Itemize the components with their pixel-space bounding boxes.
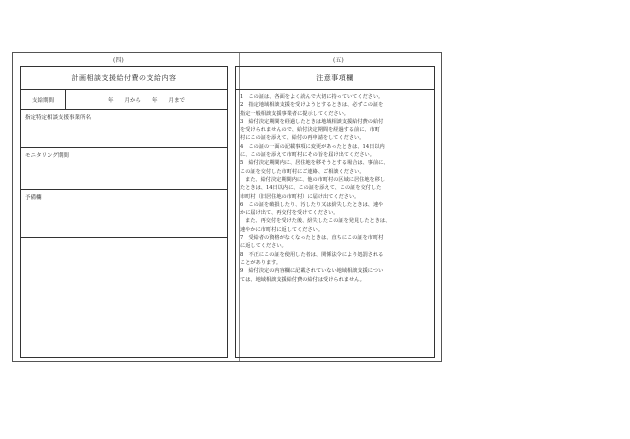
note-line: この証を交付した市町村にご連絡、ご相談ください。 [240, 168, 365, 175]
note-line: また、再交付を受けた後、紛失したこの証を発見したときは、 [245, 218, 391, 225]
note-line: に、この証を添えて市町村にその旨を届け出てください。 [240, 152, 375, 159]
left-page-number: (四) [113, 57, 124, 64]
note-line: 4 この証の一面の記載事項に変更があったときは、14日以内 [240, 143, 385, 150]
note-line: 3 給付決定期間を経過したときは地域相談支援給付費の給付 [240, 118, 384, 125]
remarks-row [21, 190, 227, 238]
note-line: 6 この証を破損したり、汚したり又は紛失したときは、速や [240, 201, 384, 208]
notes-title: 注意事項欄 [236, 67, 434, 90]
provider-name-label: 指定特定相談支援事業所名 [25, 115, 92, 121]
note-line: 村にこの証を添えて、給付の再申請をしてください。 [240, 135, 365, 142]
note-line: また、給付決定期間内に、他の市町村の区域に居住地を移し [245, 176, 386, 183]
note-line: ては、地域相談支援給付費の給付は受けられません。 [240, 276, 365, 283]
monitoring-period-label: モニタリング期間 [25, 153, 69, 159]
note-line: 2 指定地域相談支援を受けようとするときは、必ずこの証を [240, 102, 384, 109]
note-line: 市町村（旧居住地の市町村）に届け出てください。 [240, 193, 360, 200]
provider-name-row [21, 110, 227, 148]
note-line: を受けられませんので、給付決定期間を経過する前に、市町 [240, 127, 380, 134]
notes-panel [235, 66, 435, 358]
booklet-spread [12, 52, 442, 362]
right-page-number: (五) [333, 57, 344, 64]
benefit-content-title: 計画相談支援給付費の支給内容 [21, 67, 227, 90]
note-line: 指定一般相談支援事業者に提示してください。 [240, 110, 349, 117]
note-line: たときは、14日以内に、この証を添えて、この証を交付した [240, 185, 382, 192]
benefit-content-panel [20, 66, 228, 358]
note-line: 9 給付決定の内容欄に記載されていない地域相談支援につい [240, 268, 384, 275]
remarks-label: 予備欄 [25, 195, 42, 201]
note-line: 5 給付決定期間内に、居住地を移そうとする場合は、事前に、 [240, 160, 389, 167]
monitoring-period-row [21, 148, 227, 190]
note-line: 7 受給者の資格がなくなったときは、直ちにこの証を市町村 [240, 235, 384, 242]
payment-period-row [21, 90, 227, 110]
note-line: 8 不正にこの証を使用した者は、関係法令により処罰される [240, 251, 384, 258]
note-line: 1 この証は、各面をよく読んで大切に持っていてください。 [240, 94, 384, 100]
note-line: 速やかに市町村に返してください。 [240, 226, 324, 233]
note-line: ことがあります。 [240, 259, 282, 266]
payment-period-value: 年 月から 年 月まで [107, 97, 185, 104]
notes-list [236, 90, 434, 287]
payment-period-label: 支給期間 [21, 90, 66, 109]
note-line: かに届け出て、再交付を受けてください。 [240, 210, 339, 217]
note-line: に返してください。 [240, 243, 287, 250]
